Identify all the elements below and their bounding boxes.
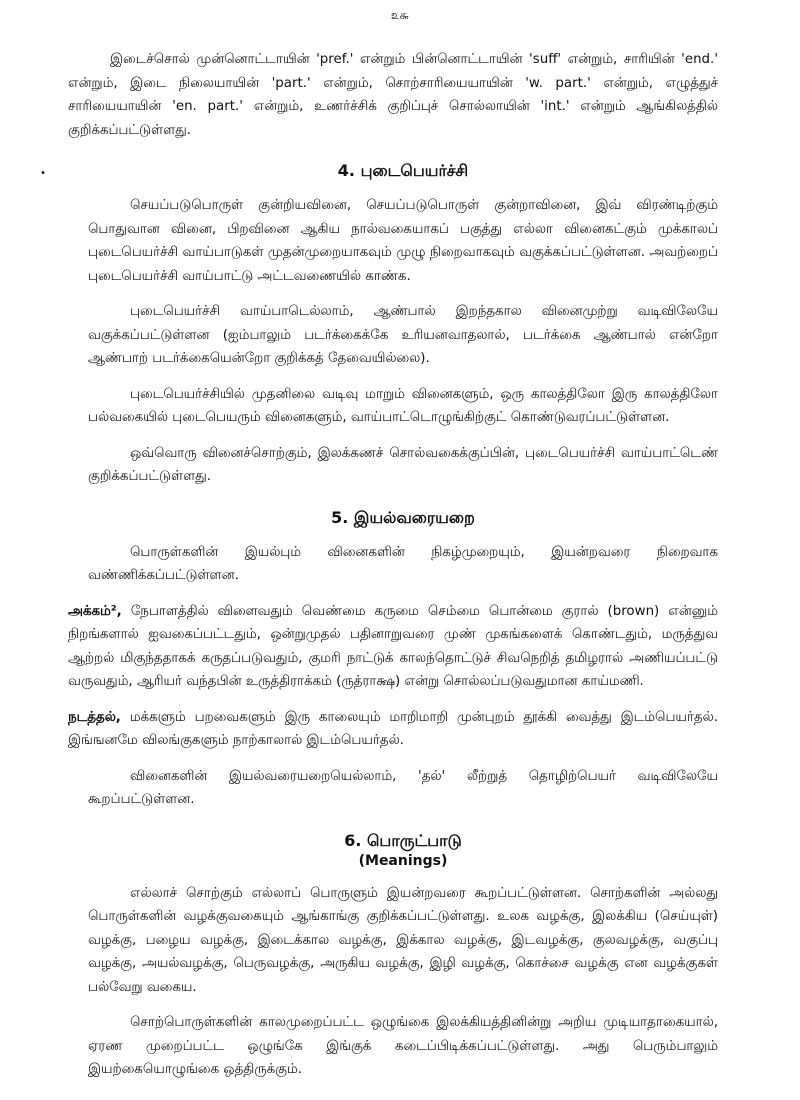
section-4-paragraph-2: புடைபெயர்ச்சி வாய்பாடெல்லாம், ஆண்பால் இறந்தகால வினைமுற்று வடிவிலேயே வகுக்கப்பட்டுள்ளன (ஐம்பாலும் படர்க்கைக்கே உரியனவாதலால், படர்க்கை ஆண்பால் என்றோ ஆண்பாற் படர்க்கையென்றோ குறிக்கத் தேவையில்லை). bbox=[88, 304, 718, 366]
section-5-paragraph-1: பொருள்களின் இயல்பும் வினைகளின் நிகழ்முறையும், இயன்றவரை நிறைவாக வண்ணிக்கப்பட்டுள்ளன. bbox=[88, 544, 718, 583]
intro-paragraph: இடைச்சொல் முன்னொட்டாயின் 'pref.' என்றும் பின்னொட்டாயின் 'suff' என்றும், சாரியின் 'end.' என்றும், இடை நிலையாயின் 'part.' என்றும், சொற்சாரியையாயின் 'w. part.' என்றும், எழுத்துச் சாரியையாயின் 'en. part.' என்றும், உணர்ச்சிக் குறிப்புச் சொல்லாயின் 'int.' என்றும் ஆங்கிலத்தில் குறிக்கப்பட்டுள்ளது. bbox=[68, 52, 718, 138]
entry-definition: மக்களும் பறவைகளும் இரு காலையும் மாறிமாறி முன்புறம் தூக்கி வைத்து இடம்பெயர்தல். இங்ஙனமே விலங்குகளும் நாற்காலால் இடம்பெயர்தல். bbox=[68, 709, 718, 748]
section-6-paragraph-1: எல்லாச் சொற்கும் எல்லாப் பொருளும் இயன்றவரை கூறப்பட்டுள்ளன. சொற்களின் அல்லது பொருள்களின் வழக்குவகையும் ஆங்காங்கு குறிக்கப்பட்டுள்ளது. உலக வழக்கு, இலக்கிய (செய்யுள்) வழக்கு, பழைய வழக்கு, இடைக்கால வழக்கு, இக்கால வழக்கு, இடவழக்கு, குலவழக்கு, வகுப்பு வழக்கு, அயல்வழக்கு, பெருவழக்கு, அருகிய வழக்கு, இழி வழக்கு, கொச்சை வழக்கு என வழக்குகள் பல்வேறு வகைய. bbox=[88, 885, 718, 995]
section-4-heading: 4. புடைபெயர்ச்சி bbox=[337, 161, 469, 180]
entry-term: நடத்தல், bbox=[68, 709, 121, 725]
section-5-heading: 5. இயல்வரையறை bbox=[331, 507, 475, 527]
page-number: ௨௬ bbox=[390, 8, 410, 22]
entry-definition: நேபாளத்தில் விளைவதும் வெண்மை கருமை செம்மை பொன்மை குரால் (brown) என்னும் நிறங்களால் ஐவகைப்பட்டதும், ஒன்றுமுதல் பதினாறுவரை முண் முகங்களைக் கொண்டதும், மருத்துவ ஆற்றல் மிகுந்ததாகக் கருதப்படுவதும், குமரி நாட்டுக் காலந்தொட்டுச் சிவநெறித் தமிழரால் அணியப்பட்டு வருவதும், ஆரியர் வந்தபின் உருத்திராக்கம் (ருத்ராக்ஷ) என்று சொல்லப்படுவதுமான காய்மணி. bbox=[68, 603, 718, 689]
section-4-paragraph-3: புடைபெயர்ச்சியில் முதனிலை வடிவு மாறும் வினைகளும், ஒரு காலத்திலோ இரு காலத்திலோ பல்வகையில் புடைபெயரும் வினைகளும், வாய்பாட்டொழுங்கிற்குட் கொண்டுவரப்பட்டுள்ளன. bbox=[88, 386, 718, 425]
section-6-subheading: (Meanings) bbox=[358, 852, 448, 869]
section-6-heading: 6. பொருட்பாடு bbox=[344, 830, 462, 850]
section-4-paragraph-1: செயப்படுபொருள் குன்றியவினை, செயப்படுபொருள் குன்றாவினை, இவ் விரண்டிற்கும் பொதுவான வினை, பிறவினை ஆகிய நால்வகையாகப் பகுத்து எல்லா வினைகட்கும் முக்காலப் புடைபெயர்ச்சி வாய்பாடுகள் முதன்முறையாகவும் முழு நிறைவாகவும் வகுக்கப்பட்டுள்ளன. அவற்றைப் புடைபெயர்ச்சி வாய்பாட்டு அட்டவணையில் காண்க. bbox=[88, 198, 718, 284]
section-6-paragraph-2: சொற்பொருள்களின் காலமுறைப்பட்ட ஒழுங்கை இலக்கியத்தினின்று அறிய முடியாதாகையால், ஏரண முறைப்பட்ட ஒழுங்கே இங்குக் கடைப்பிடிக்கப்பட்டுள்ளது. அது பெரும்பாலும் இயற்கையொழுங்கை ஒத்திருக்கும். bbox=[88, 1015, 718, 1077]
definition-entry-akkam bbox=[68, 600, 718, 694]
definition-entry-nadathal bbox=[68, 706, 718, 753]
section-4-paragraph-4: ஒவ்வொரு வினைச்சொற்கும், இலக்கணச் சொல்வகைக்குப்பின், புடைபெயர்ச்சி வாய்பாட்டெண் குறிக்கப்பட்டுள்ளது. bbox=[88, 445, 718, 484]
page-content bbox=[68, 48, 718, 1082]
stray-mark: • bbox=[40, 168, 46, 179]
section-5-paragraph-2: வினைகளின் இயல்வரையறையெல்லாம், 'தல்' லீற்றுத் தொழிற்பெயர் வடிவிலேயே கூறப்பட்டுள்ளன. bbox=[88, 768, 718, 807]
entry-term: அக்கம்², bbox=[68, 603, 122, 619]
